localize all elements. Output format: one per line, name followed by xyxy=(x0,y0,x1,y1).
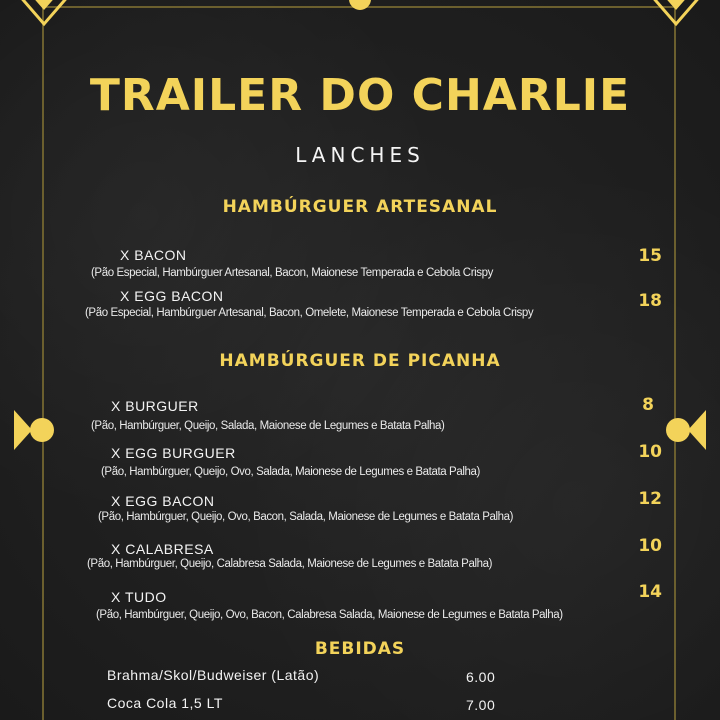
section-title-picanha: HAMBÚRGUER DE PICANHA xyxy=(219,351,501,371)
menu-item-price: 10 xyxy=(638,442,662,462)
menu-item-description: (Pão, Hambúrguer, Queijo, Ovo, Salada, Maionese de Legumes e Batata Palha) xyxy=(101,466,480,478)
menu-item-name: X TUDO xyxy=(111,589,167,605)
menu-item-price: 14 xyxy=(638,582,662,602)
menu-item-price: 10 xyxy=(638,536,662,556)
drink-item-name: Brahma/Skol/Budweiser (Latão) xyxy=(107,667,320,683)
section-title-artesanal: HAMBÚRGUER ARTESANAL xyxy=(222,197,498,217)
menu-item-description: (Pão, Hambúrguer, Queijo, Calabresa Salada, Maionese de Legumes e Batata Palha) xyxy=(87,558,493,570)
menu-item-name: X BACON xyxy=(120,247,187,263)
menu-item-description: (Pão, Hambúrguer, Queijo, Ovo, Bacon, Salada, Maionese de Legumes e Batata Palha) xyxy=(98,511,514,523)
menu-item-description: (Pão Especial, Hambúrguer Artesanal, Bacon, Omelete, Maionese Temperada e Cebola Crispy xyxy=(85,307,534,319)
corner-ornament-right-icon xyxy=(646,0,706,30)
menu-item-name: X EGG BACON xyxy=(120,288,224,304)
menu-item-price: 18 xyxy=(638,291,662,311)
top-dot-ornament-icon xyxy=(349,0,371,10)
menu-item-name: X EGG BURGUER xyxy=(111,445,236,461)
corner-ornament-left-icon xyxy=(14,0,74,30)
menu-item-price: 8 xyxy=(642,395,654,415)
menu-item-name: X BURGUER xyxy=(111,398,199,414)
menu-item-description: (Pão, Hambúrguer, Queijo, Salada, Maionese de Legumes e Batata Palha) xyxy=(91,420,445,432)
drink-item-name: Coca Cola 1,5 LT xyxy=(107,695,223,711)
restaurant-title: TRAILER DO CHARLIE xyxy=(89,70,631,121)
menu-item-name: X CALABRESA xyxy=(111,541,214,557)
side-ornament-left-icon xyxy=(14,410,56,450)
menu-item-price: 12 xyxy=(638,489,662,509)
menu-item-description: (Pão, Hambúrguer, Queijo, Ovo, Bacon, Calabresa Salada, Maionese de Legumes e Batata Palha) xyxy=(96,609,563,621)
restaurant-subtitle: LANCHES xyxy=(295,143,425,167)
menu-item-price: 15 xyxy=(638,246,662,266)
drink-item-price: 7.00 xyxy=(466,697,496,713)
section-title-bebidas: BEBIDAS xyxy=(314,639,406,659)
side-ornament-right-icon xyxy=(664,410,706,450)
menu-item-description: (Pão Especial, Hambúrguer Artesanal, Bacon, Maionese Temperada e Cebola Crispy xyxy=(91,267,493,279)
drink-item-price: 6.00 xyxy=(466,669,496,685)
menu-item-name: X EGG BACON xyxy=(111,493,215,509)
